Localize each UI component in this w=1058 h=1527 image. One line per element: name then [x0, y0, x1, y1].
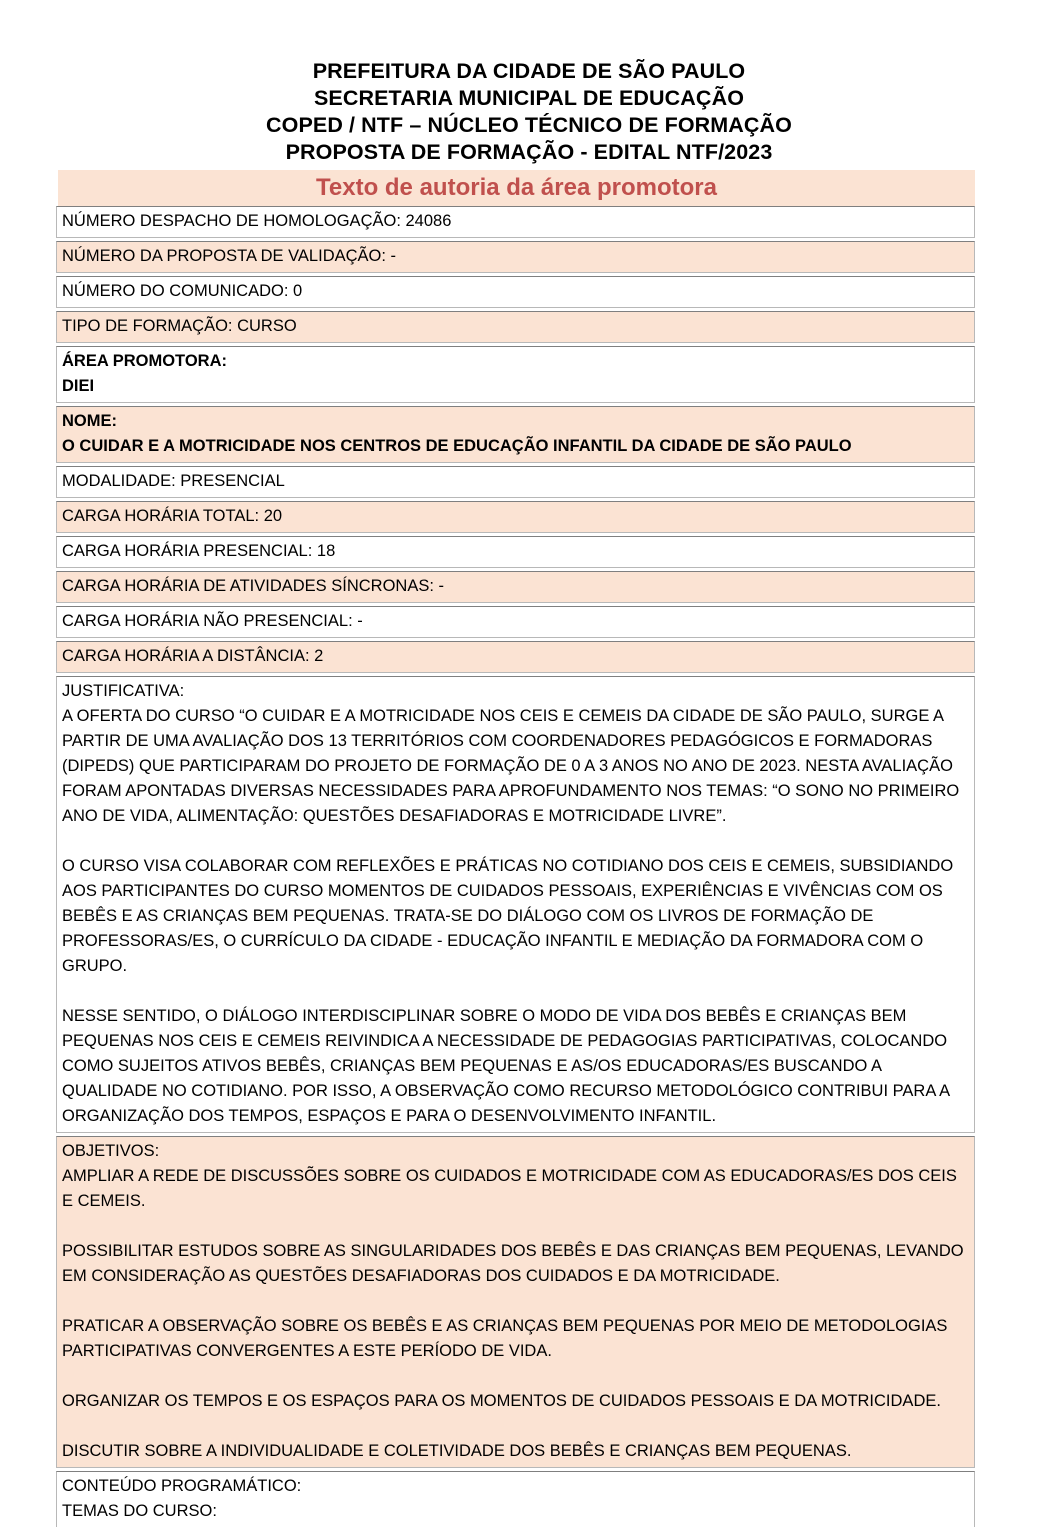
- modalidade-text: MODALIDADE: PRESENCIAL: [62, 472, 285, 490]
- carga-horaria-total-text: CARGA HORÁRIA TOTAL: 20: [62, 507, 283, 525]
- objetivos-spacer-3: [62, 1364, 969, 1389]
- justificativa-paragraph-3: NESSE SENTIDO, O DIÁLOGO INTERDISCIPLINAR SOBRE O MODO DE VIDA DOS BEBÊS E CRIANÇAS BEM PEQUENAS NOS CEIS E CEMEIS REIVINDICA A NECESSIDADE DE PEDAGOGIAS PARTICIPATIVAS, COLOCANDO COMO SUJEITOS ATIVOS BEBÊS, CRIANÇAS BEM PEQUENAS E AS/OS EDUCADORAS/ES BUSCANDO A QUALIDADE NO COTIDIANO. POR ISSO, A OBSERVAÇÃO COMO RECURSO METODOLÓGICO CONTRIBUI PARA A ORGANIZAÇÃO DOS TEMPOS, ESPAÇOS E PARA O DESENVOLVIMENTO INFANTIL.: [62, 1007, 950, 1125]
- proposal-form-table: [56, 206, 975, 1527]
- justificativa-spacer-2: [62, 979, 969, 1004]
- row-carga-horaria-distancia: [56, 641, 975, 673]
- nome-label: NOME:: [62, 412, 117, 430]
- numero-despacho-text: NÚMERO DESPACHO DE HOMOLOGAÇÃO: 24086: [62, 212, 452, 230]
- objetivos-label: OBJETIVOS:: [62, 1142, 160, 1160]
- row-carga-horaria-total: [56, 501, 975, 533]
- row-carga-horaria-sincronas: [56, 571, 975, 603]
- row-numero-despacho: [56, 206, 975, 238]
- justificativa-paragraph-1: A OFERTA DO CURSO “O CUIDAR E A MOTRICIDADE NOS CEIS E CEMEIS DA CIDADE DE SÃO PAULO, SURGE A PARTIR DE UMA AVALIAÇÃO DOS 13 TERRITÓRIOS COM COORDENADORES PEDAGÓGICOS E FORMADORAS (DIPEDS) QUE PARTICIPARAM DO PROJETO DE FORMAÇÃO DE 0 A 3 ANOS NO ANO DE 2023. NESTA AVALIAÇÃO FORAM APONTADAS DIVERSAS NECESSIDADES PARA APROFUNDAMENTO NOS TEMAS: “O SONO NO PRIMEIRO ANO DE VIDA, ALIMENTAÇÃO: QUESTÕES DESAFIADORAS E MOTRICIDADE LIVRE”.: [62, 707, 960, 825]
- carga-horaria-nao-presencial-text: CARGA HORÁRIA NÃO PRESENCIAL: -: [62, 612, 363, 630]
- row-numero-comunicado: [56, 276, 975, 308]
- row-carga-horaria-presencial: [56, 536, 975, 568]
- area-promotora-value: DIEI: [62, 377, 95, 395]
- numero-comunicado-text: NÚMERO DO COMUNICADO: 0: [62, 282, 303, 300]
- objetivos-spacer-1: [62, 1214, 969, 1239]
- header-line-secretaria: SECRETARIA MUNICIPAL DE EDUCAÇÃO: [313, 86, 745, 110]
- objetivos-spacer-2: [62, 1289, 969, 1314]
- numero-proposta-validacao-text: NÚMERO DA PROPOSTA DE VALIDAÇÃO: -: [62, 247, 397, 265]
- conteudo-programatico-label: CONTEÚDO PROGRAMÁTICO:: [62, 1477, 302, 1495]
- row-justificativa: [56, 676, 975, 1133]
- row-conteudo-programatico: [56, 1471, 975, 1527]
- header-line-proposta-edital: PROPOSTA DE FORMAÇÃO - EDITAL NTF/2023: [285, 140, 773, 164]
- document-header: [0, 0, 1058, 166]
- row-nome: [56, 406, 975, 463]
- row-modalidade: [56, 466, 975, 498]
- objetivos-paragraph-3: PRATICAR A OBSERVAÇÃO SOBRE OS BEBÊS E AS CRIANÇAS BEM PEQUENAS POR MEIO DE METODOLOGIAS PARTICIPATIVAS CONVERGENTES A ESTE PERÍODO DE VIDA.: [62, 1317, 948, 1360]
- objetivos-paragraph-2: POSSIBILITAR ESTUDOS SOBRE AS SINGULARIDADES DOS BEBÊS E DAS CRIANÇAS BEM PEQUENAS, LEVANDO EM CONSIDERAÇÃO AS QUESTÕES DESAFIADORAS DOS CUIDADOS E DA MOTRICIDADE.: [62, 1242, 964, 1285]
- objetivos-paragraph-4: ORGANIZAR OS TEMPOS E OS ESPAÇOS PARA OS MOMENTOS DE CUIDADOS PESSOAIS E DA MOTRICIDADE.: [62, 1392, 941, 1410]
- row-carga-horaria-nao-presencial: [56, 606, 975, 638]
- tipo-formacao-text: TIPO DE FORMAÇÃO: CURSO: [62, 317, 297, 335]
- header-line-prefeitura: PREFEITURA DA CIDADE DE SÃO PAULO: [312, 59, 746, 83]
- justificativa-spacer-1: [62, 829, 969, 854]
- justificativa-label: JUSTIFICATIVA:: [62, 682, 185, 700]
- row-numero-proposta-validacao: [56, 241, 975, 273]
- row-objetivos: [56, 1136, 975, 1468]
- row-tipo-formacao: [56, 311, 975, 343]
- objetivos-paragraph-1: AMPLIAR A REDE DE DISCUSSÕES SOBRE OS CUIDADOS E MOTRICIDADE COM AS EDUCADORAS/ES DOS CEIS E CEMEIS.: [62, 1167, 957, 1210]
- carga-horaria-presencial-text: CARGA HORÁRIA PRESENCIAL: 18: [62, 542, 336, 560]
- authorship-banner: [58, 170, 975, 206]
- carga-horaria-distancia-text: CARGA HORÁRIA A DISTÂNCIA: 2: [62, 647, 324, 665]
- objetivos-spacer-4: [62, 1414, 969, 1439]
- area-promotora-label: ÁREA PROMOTORA:: [62, 352, 227, 370]
- justificativa-paragraph-2: O CURSO VISA COLABORAR COM REFLEXÕES E PRÁTICAS NO COTIDIANO DOS CEIS E CEMEIS, SUBSIDIANDO AOS PARTICIPANTES DO CURSO MOMENTOS DE CUIDADOS PESSOAIS, EXPERIÊNCIAS E VIVÊNCIAS COM OS BEBÊS E AS CRIANÇAS BEM PEQUENAS. TRATA-SE DO DIÁLOGO COM OS LIVROS DE FORMAÇÃO DE PROFESSORAS/ES, O CURRÍCULO DA CIDADE - EDUCAÇÃO INFANTIL E MEDIAÇÃO DA FORMADORA COM O GRUPO.: [62, 857, 954, 975]
- objetivos-paragraph-5: DISCUTIR SOBRE A INDIVIDUALIDADE E COLETIVIDADE DOS BEBÊS E CRIANÇAS BEM PEQUENAS.: [62, 1442, 852, 1460]
- header-line-coped-ntf: COPED / NTF – NÚCLEO TÉCNICO DE FORMAÇÃO: [266, 113, 792, 137]
- temas-do-curso-label: TEMAS DO CURSO:: [62, 1502, 217, 1520]
- carga-horaria-sincronas-text: CARGA HORÁRIA DE ATIVIDADES SÍNCRONAS: -: [62, 577, 445, 595]
- row-area-promotora: [56, 346, 975, 403]
- authorship-banner-label: Texto de autoria da área promotora: [316, 174, 717, 201]
- nome-value: O CUIDAR E A MOTRICIDADE NOS CENTROS DE EDUCAÇÃO INFANTIL DA CIDADE DE SÃO PAULO: [62, 437, 852, 455]
